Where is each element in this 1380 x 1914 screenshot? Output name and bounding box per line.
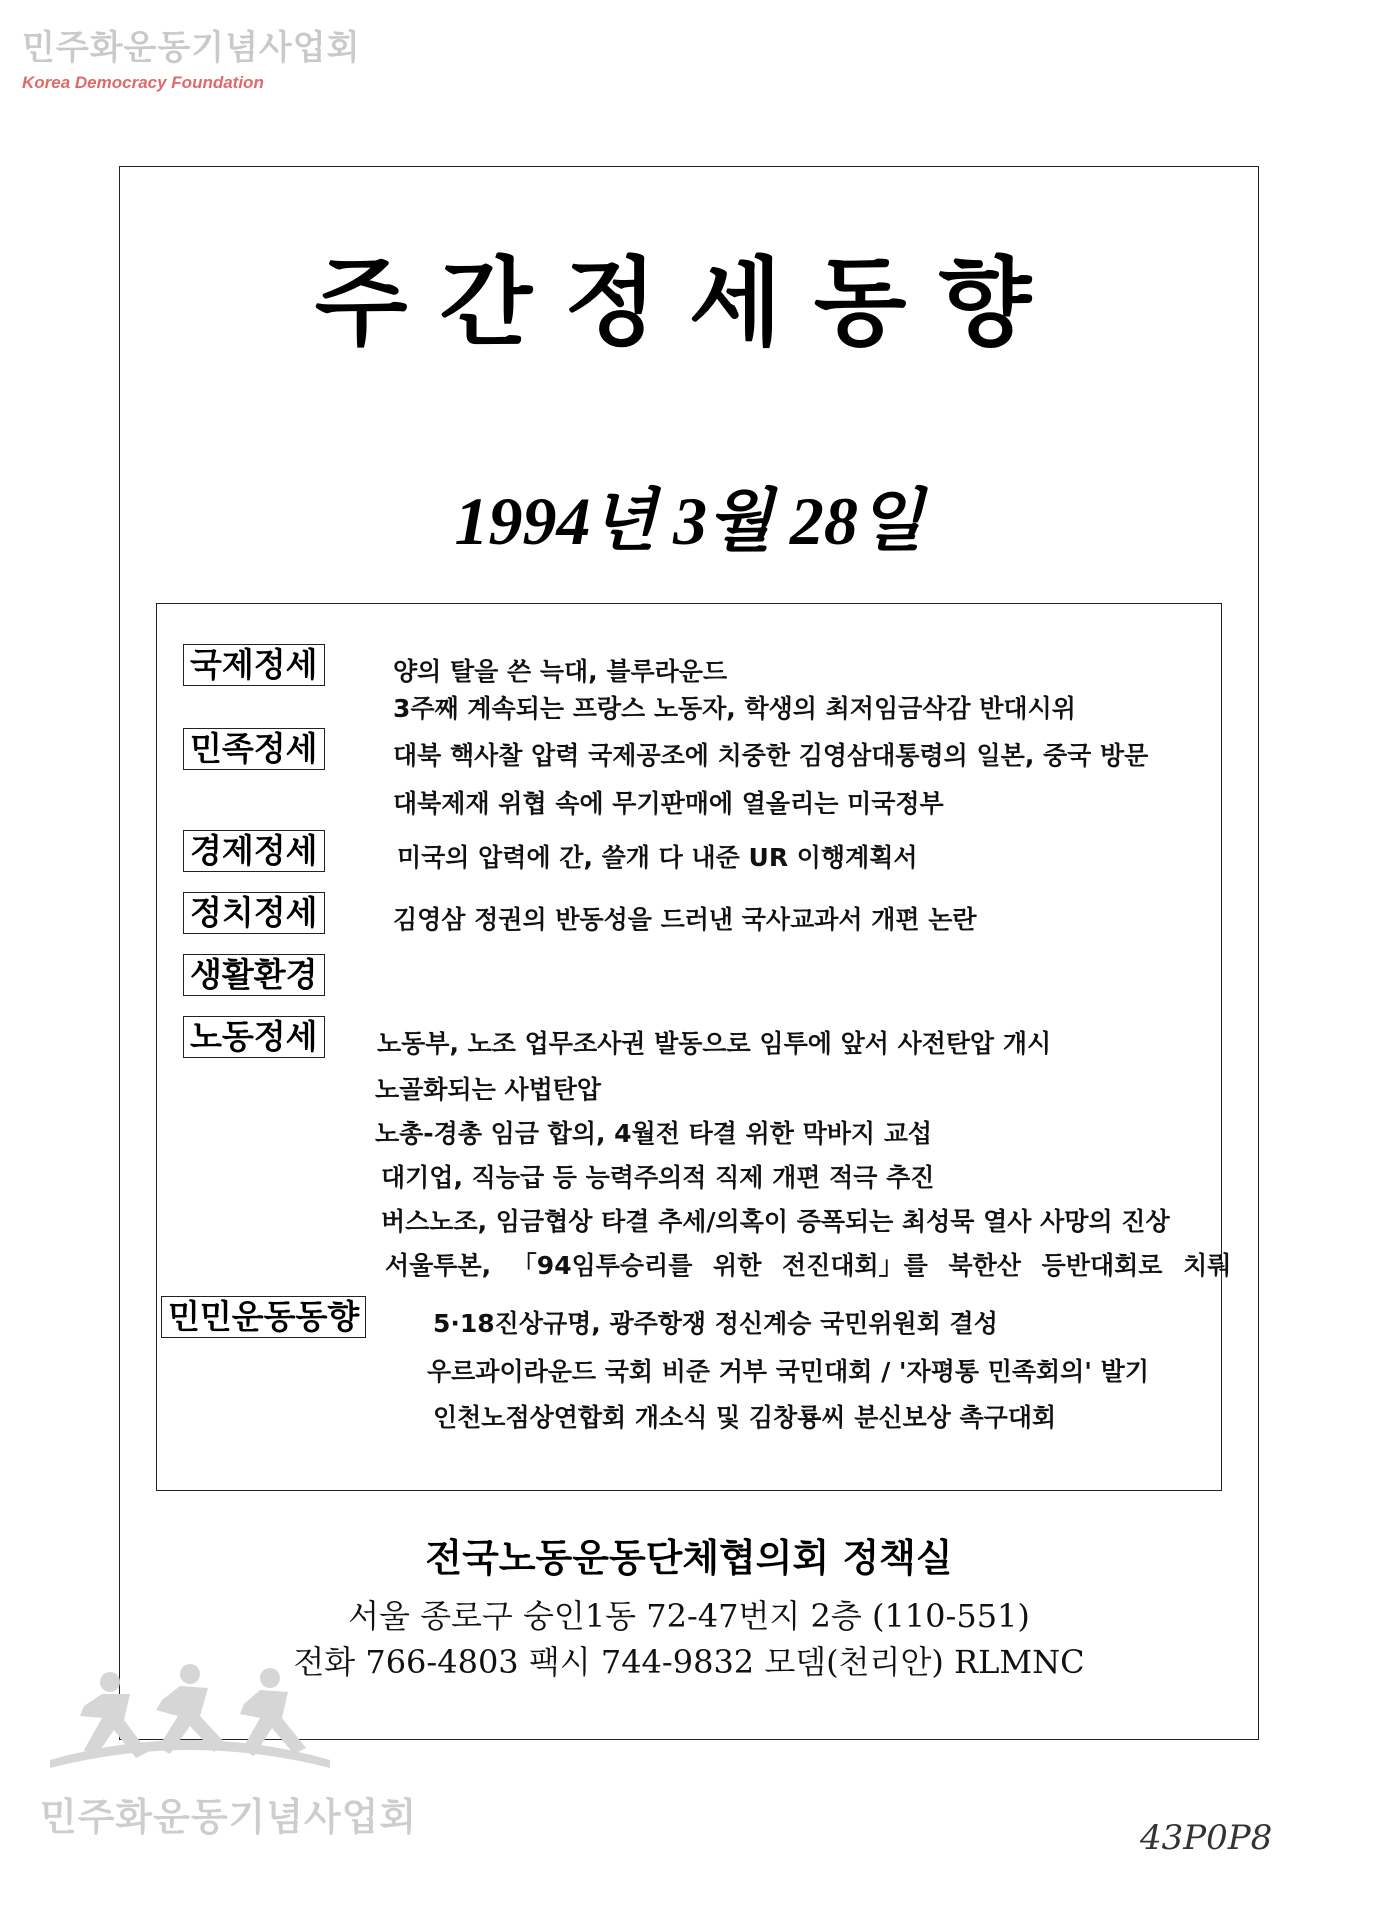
headline: 노동부, 노조 업무조사권 발동으로 임투에 앞서 사전탄압 개시 bbox=[377, 1029, 1052, 1058]
headline: 대북 핵사찰 압력 국제공조에 치중한 김영삼대통령의 일본, 중국 방문 bbox=[393, 741, 1149, 770]
watermark-bottom-korean: 민주화운동기념사업회 bbox=[40, 1794, 418, 1839]
document-title: 주간정세동향 bbox=[314, 246, 1064, 359]
category-politics: 정치정세 bbox=[183, 892, 325, 934]
category-labor: 노동정세 bbox=[183, 1016, 325, 1058]
watermark-bottom bbox=[40, 1660, 417, 1841]
headline: 대기업, 직능급 등 능력주의적 직제 개편 적극 추진 bbox=[381, 1163, 935, 1192]
contents-box bbox=[156, 603, 1232, 1491]
organization-address: 서울 종로구 숭인1동 72-47번지 2층 (110-551) bbox=[348, 1597, 1030, 1635]
handwritten-note: 43P0P8 bbox=[1140, 1818, 1273, 1858]
headline: 우르과이라운드 국회 비준 거부 국민대회 / '자평통 민족회의' 발기 bbox=[427, 1357, 1149, 1386]
category-living: 생활환경 bbox=[183, 954, 325, 996]
headline: 미국의 압력에 간, 쓸개 다 내준 UR 이행계획서 bbox=[397, 843, 918, 872]
headline: 5·18진상규명, 광주항쟁 정신계승 국민위원회 결성 bbox=[433, 1309, 998, 1338]
watermark-top bbox=[22, 20, 360, 93]
headline: 서울투본, 「94임투승리를 위한 전진대회」를 북한산 등반대회로 치뤄 bbox=[385, 1251, 1232, 1280]
category-economy: 경제정세 bbox=[183, 830, 325, 872]
document-frame bbox=[119, 166, 1259, 1740]
document-date: 1994년 3월 28일 bbox=[454, 483, 924, 559]
headline: 대북제재 위협 속에 무기판매에 열올리는 미국정부 bbox=[393, 789, 944, 818]
organization-name: 전국노동운동단체협의회 정책실 bbox=[425, 1536, 953, 1580]
runners-logo-icon bbox=[40, 1660, 340, 1780]
headline: 인천노점상연합회 개소식 및 김창룡씨 분신보상 촉구대회 bbox=[433, 1403, 1057, 1432]
headline: 3주째 계속되는 프랑스 노동자, 학생의 최저임금삭감 반대시위 bbox=[393, 694, 1076, 723]
headline: 노총-경총 임금 합의, 4월전 타결 위한 막바지 교섭 bbox=[375, 1119, 933, 1148]
headline: 양의 탈을 쓴 늑대, 블루라운드 bbox=[393, 657, 728, 686]
headline: 노골화되는 사법탄압 bbox=[375, 1075, 602, 1104]
organization-contact: 전화 766-4803 팩시 744-9832 모뎀(천리안) RLMNC bbox=[293, 1643, 1085, 1681]
category-civil-movement: 민민운동동향 bbox=[161, 1296, 366, 1338]
headline: 김영삼 정권의 반동성을 드러낸 국사교과서 개편 논란 bbox=[393, 905, 977, 934]
watermark-korean: 민주화운동기념사업회 bbox=[22, 28, 361, 68]
category-national: 민족정세 bbox=[183, 728, 325, 770]
category-international: 국제정세 bbox=[183, 644, 325, 686]
headline: 버스노조, 임금협상 타결 추세/의혹이 증폭되는 최성묵 열사 사망의 진상 bbox=[381, 1207, 1170, 1236]
watermark-english: Korea Democracy Foundation bbox=[22, 73, 264, 92]
